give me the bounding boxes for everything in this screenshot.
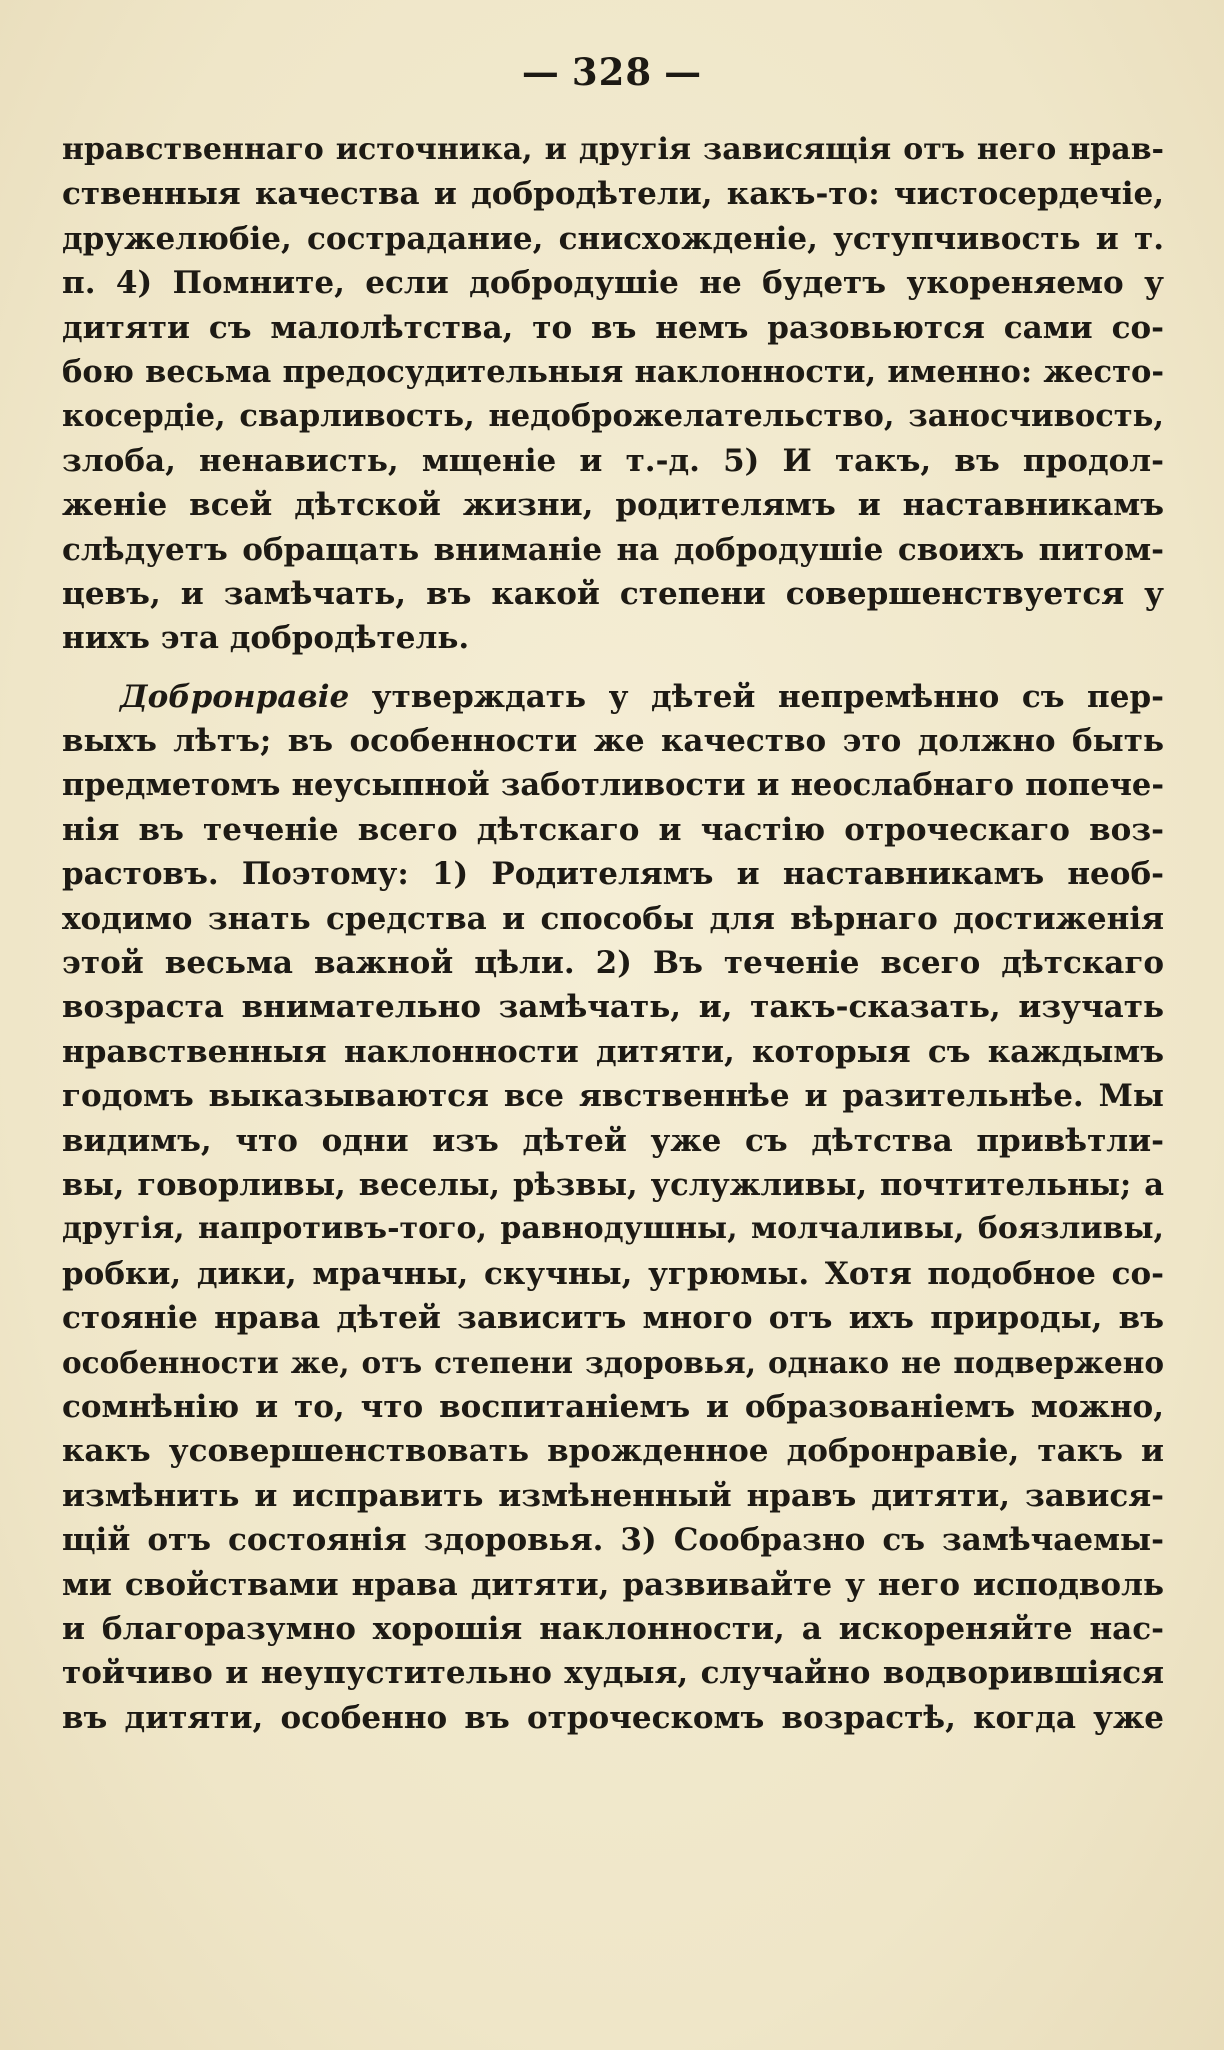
text-line: злоба, ненависть, мщеніе и т.-д. 5) И такъ, въ продол- [62,442,1164,479]
text-line: робки, дики, мрачны, скучны, угрюмы. Хотя подобное со- [62,1255,1164,1292]
text-line: тойчиво и неупустительно худыя, случайно водворившіяся [62,1655,1164,1692]
text-line: сомнѣнію и то, что воспитаніемъ и образованіемъ можно, [62,1388,1164,1425]
text-line: ственныя качества и добродѣтели, какъ-то: чистосердечіе, [62,176,1164,213]
text-line: женіе всей дѣтской жизни, родителямъ и наставникамъ [62,487,1164,524]
page-number-value: 328 [571,50,653,94]
text-line: слѣдуетъ обращать вниманіе на добродушіе своихъ питом- [62,531,1164,568]
text-line: п. 4) Помните, если добродушіе не будетъ укореняемо у [62,265,1164,302]
text-line: предметомъ неусыпной заботливости и неослабнаго попече- [62,767,1164,804]
paragraph-1 [62,128,1164,661]
paragraph-gap [62,661,1164,675]
text-line: бою весьма предосудительныя наклонности, именно: жесто- [62,353,1164,390]
text-line-rest: утверждать у дѣтей непремѣнно съ пер- [349,678,1164,715]
emphasized-word: Добронравіе [120,678,350,715]
text-line: нравственнаго источника, и другія зависящія отъ него нрав- [62,132,1164,167]
text-line: измѣнить и исправить измѣненный нравъ дитяти, завися- [62,1477,1164,1514]
text-line: другія, напротивъ-того, равнодушны, молчаливы, боязливы, [62,1211,1164,1247]
text-line: нравственныя наклонности дитяти, которыя съ каждымъ [62,1033,1164,1070]
text-line: вы, говорливы, веселы, рѣзвы, услужливы, почтительны; а [62,1166,1164,1203]
text-line: цевъ, и замѣчать, въ какой степени совершенствуется у [62,575,1164,612]
text-line: видимъ, что одни изъ дѣтей уже съ дѣтства привѣтли- [62,1122,1164,1159]
page-number [0,50,1224,94]
text-line: дружелюбіе, сострадание, снисхожденіе, уступчивость и т. [62,220,1164,257]
body-text [62,128,1164,1740]
text-line: и благоразумно хорошія наклонности, а искореняйте нас- [62,1610,1164,1647]
text-line: выхъ лѣтъ; въ особенности же качество это должно быть [62,723,1164,760]
page-number-dash-left: — [521,50,560,94]
text-line: этой весьма важной цѣли. 2) Въ теченіе всего дѣтскаго [62,945,1164,982]
text-line: дитяти съ малолѣтства, то въ немъ разовьются сами со- [62,309,1164,346]
text-line: ходимо знать средства и способы для вѣрнаго достиженія [62,900,1164,937]
text-line: растовъ. Поэтому: 1) Родителямъ и наставникамъ необ- [62,856,1164,893]
text-line: косердіе, сварливость, недоброжелательство, заносчивость, [62,398,1164,435]
text-line: какъ усовершенствовать врожденное добронравіе, такъ и [62,1433,1164,1470]
text-line: щій отъ состоянія здоровья. 3) Сообразно съ замѣчаемы- [62,1522,1164,1559]
text-line: стояніе нрава дѣтей зависитъ много отъ ихъ природы, въ [62,1300,1164,1337]
text-line: годомъ выказываются все явственнѣе и разительнѣе. Мы [62,1078,1164,1115]
text-line: въ дитяти, особенно въ отроческомъ возрастѣ, когда уже [62,1699,1164,1736]
text-line: возраста внимательно замѣчать, и, такъ-сказать, изучать [62,989,1164,1026]
text-line: нихъ эта добродѣтель. [62,620,470,657]
paragraph-2 [62,675,1164,1740]
text-line [62,675,1164,719]
text-line: нія въ теченіе всего дѣтскаго и частію отроческаго воз- [62,811,1164,848]
text-line: ми свойствами нрава дитяти, развивайте у него исподволь [62,1566,1164,1603]
text-line: особенности же, отъ степени здоровья, однако не подвержено [62,1344,1164,1380]
page-number-dash-right: — [664,50,703,94]
